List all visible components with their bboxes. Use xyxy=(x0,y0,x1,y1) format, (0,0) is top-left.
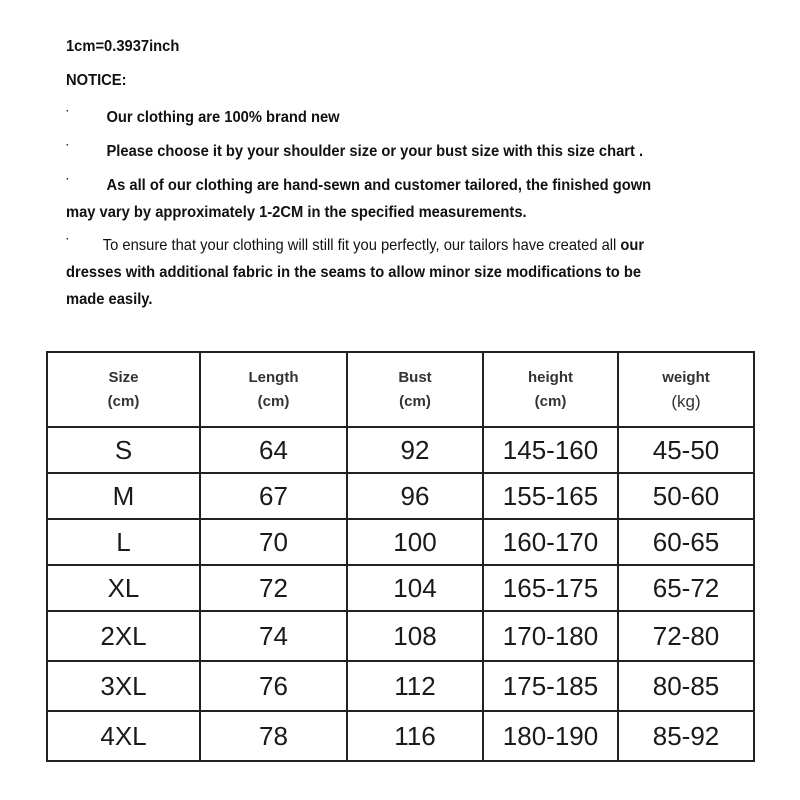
cell-bust: 112 xyxy=(347,661,483,711)
table-row xyxy=(47,661,754,711)
notice-text-emphasis: our xyxy=(616,237,645,254)
cell-bust: 96 xyxy=(347,473,483,519)
table-row xyxy=(47,611,754,661)
notice-item xyxy=(66,232,701,313)
cell-length: 70 xyxy=(200,519,347,565)
cell-size: 3XL xyxy=(47,661,200,711)
notice-text-continued: dresses with additional fabric in the seams to allow minor size modifications to be xyxy=(66,264,642,281)
table-row xyxy=(47,427,754,473)
cell-weight: 85-92 xyxy=(618,711,754,761)
header-size: Size (cm) xyxy=(47,352,200,427)
notice-item xyxy=(66,138,701,165)
cell-height: 145-160 xyxy=(483,427,618,473)
notice-heading: NOTICE: xyxy=(66,72,127,89)
table-row xyxy=(47,711,754,761)
table-row xyxy=(47,473,754,519)
table-row xyxy=(47,565,754,611)
cell-size: M xyxy=(47,473,200,519)
notice-item xyxy=(66,172,701,226)
notice-text: Please choose it by your shoulder size or your bust size with this size chart . xyxy=(106,143,644,160)
header-height: height (cm) xyxy=(483,352,618,427)
notice-item xyxy=(66,104,701,131)
cell-bust: 100 xyxy=(347,519,483,565)
cell-size: S xyxy=(47,427,200,473)
cell-weight: 60-65 xyxy=(618,519,754,565)
table-row xyxy=(47,519,754,565)
cell-size: 4XL xyxy=(47,711,200,761)
cell-height: 160-170 xyxy=(483,519,618,565)
cell-bust: 92 xyxy=(347,427,483,473)
cell-length: 67 xyxy=(200,473,347,519)
notice-text: As all of our clothing are hand-sewn and customer tailored, the finished gown xyxy=(106,177,652,194)
cell-length: 78 xyxy=(200,711,347,761)
cell-size: XL xyxy=(47,565,200,611)
cell-weight: 65-72 xyxy=(618,565,754,611)
cell-weight: 80-85 xyxy=(618,661,754,711)
cell-height: 155-165 xyxy=(483,473,618,519)
table-header-row xyxy=(47,352,754,427)
cell-height: 180-190 xyxy=(483,711,618,761)
notice-text-continued: made easily. xyxy=(66,291,153,308)
cell-size: L xyxy=(47,519,200,565)
header-bust: Bust (cm) xyxy=(347,352,483,427)
cell-size: 2XL xyxy=(47,611,200,661)
notice-text-continued: may vary by approximately 1-2CM in the specified measurements. xyxy=(66,204,527,221)
cell-bust: 108 xyxy=(347,611,483,661)
notice-text: Our clothing are 100% brand new xyxy=(106,109,340,126)
cell-weight: 45-50 xyxy=(618,427,754,473)
cell-weight: 50-60 xyxy=(618,473,754,519)
bullet-icon: · xyxy=(66,234,70,245)
cell-length: 76 xyxy=(200,661,347,711)
cell-weight: 72-80 xyxy=(618,611,754,661)
bullet-icon: · xyxy=(66,140,70,151)
bullet-icon: · xyxy=(66,174,70,185)
bullet-icon: · xyxy=(66,106,70,117)
cell-height: 170-180 xyxy=(483,611,618,661)
cell-length: 74 xyxy=(200,611,347,661)
unit-conversion-note: 1cm=0.3937inch xyxy=(66,38,180,55)
cell-bust: 104 xyxy=(347,565,483,611)
cell-length: 72 xyxy=(200,565,347,611)
cell-length: 64 xyxy=(200,427,347,473)
notice-text: To ensure that your clothing will still fit you perfectly, our tailors have created all xyxy=(102,237,617,254)
cell-height: 175-185 xyxy=(483,661,618,711)
cell-bust: 116 xyxy=(347,711,483,761)
header-length: Length (cm) xyxy=(200,352,347,427)
size-chart-table xyxy=(46,351,755,762)
cell-height: 165-175 xyxy=(483,565,618,611)
header-weight: weight (kg) xyxy=(618,352,754,427)
